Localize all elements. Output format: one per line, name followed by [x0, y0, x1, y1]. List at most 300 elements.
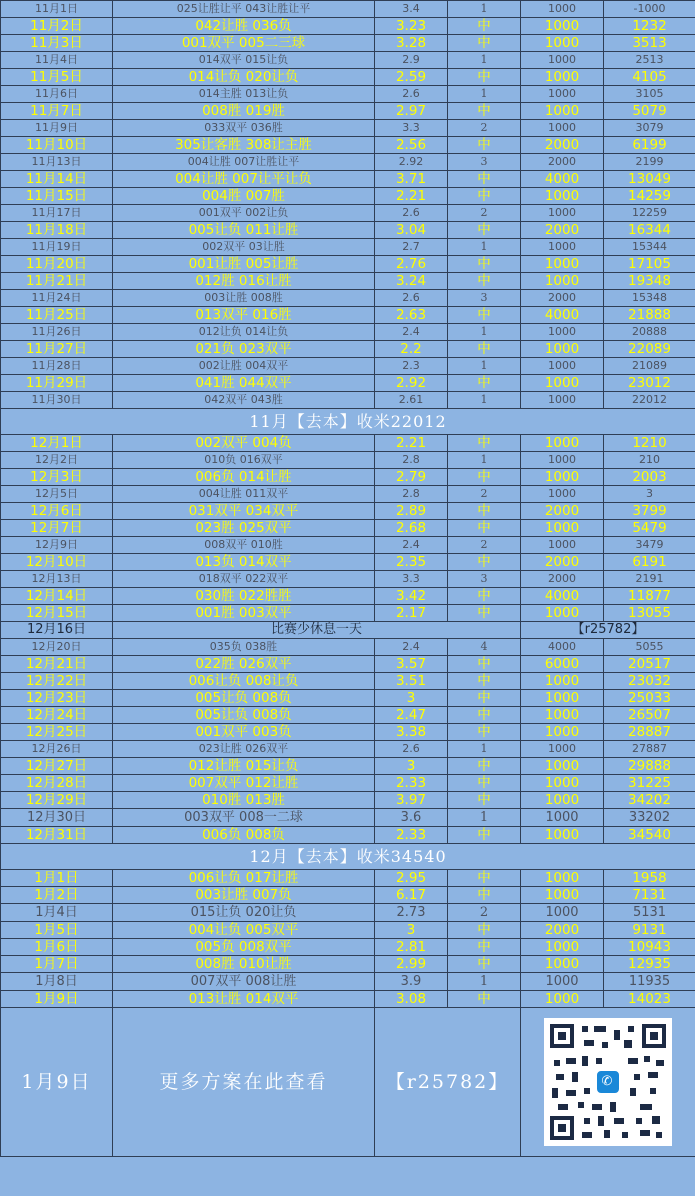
odds-cell: 3.04 — [375, 222, 448, 239]
total-cell: 210 — [604, 452, 695, 469]
date-cell: 1月7日 — [1, 956, 113, 973]
date-cell: 11月27日 — [1, 341, 113, 358]
date-cell: 12月22日 — [1, 673, 113, 690]
result-cell: 中 — [448, 69, 521, 86]
result-cell: 3 — [448, 290, 521, 307]
plan-cell: 013双平 016胜 — [113, 307, 375, 324]
date-cell: 11月2日 — [1, 18, 113, 35]
result-cell: 2 — [448, 537, 521, 554]
date-cell: 1月5日 — [1, 922, 113, 939]
result-cell: 中 — [448, 792, 521, 809]
odds-cell: 2.33 — [375, 827, 448, 844]
december-rows-early — [1, 435, 695, 622]
result-cell: 中 — [448, 991, 521, 1008]
total-cell: 1210 — [604, 435, 695, 452]
table-row — [1, 792, 695, 809]
stake-cell: 1000 — [521, 939, 604, 956]
stake-cell: 1000 — [521, 486, 604, 503]
table-row — [1, 758, 695, 775]
plan-cell: 001胜 003双平 — [113, 605, 375, 622]
table-row — [1, 222, 695, 239]
plan-cell: 013负 014双平 — [113, 554, 375, 571]
date-cell: 12月29日 — [1, 792, 113, 809]
result-cell: 中 — [448, 724, 521, 741]
plan-cell: 005让负 008负 — [113, 690, 375, 707]
result-cell: 中 — [448, 520, 521, 537]
table-row — [1, 673, 695, 690]
date-cell: 12月3日 — [1, 469, 113, 486]
table-row — [1, 103, 695, 120]
table-row — [1, 205, 695, 222]
plan-cell: 001双平 003负 — [113, 724, 375, 741]
result-cell: 中 — [448, 922, 521, 939]
table-row — [1, 809, 695, 827]
plan-cell: 006负 014让胜 — [113, 469, 375, 486]
odds-cell: 2.8 — [375, 486, 448, 503]
odds-cell: 2.59 — [375, 69, 448, 86]
table-row — [1, 973, 695, 991]
odds-cell: 2.89 — [375, 503, 448, 520]
date-cell: 12月1日 — [1, 435, 113, 452]
table-row — [1, 870, 695, 887]
plan-cell: 012让胜 015让负 — [113, 758, 375, 775]
table-row — [1, 154, 695, 171]
total-cell: 5131 — [604, 904, 695, 922]
stake-cell: 1000 — [521, 469, 604, 486]
result-cell: 中 — [448, 707, 521, 724]
total-cell: 33202 — [604, 809, 695, 827]
date-cell: 12月13日 — [1, 571, 113, 588]
total-cell: 26507 — [604, 707, 695, 724]
stake-cell: 4000 — [521, 307, 604, 324]
result-cell: 2 — [448, 120, 521, 137]
date-cell: 1月8日 — [1, 973, 113, 991]
qr-finder-top-right — [642, 1024, 666, 1048]
odds-cell: 2.17 — [375, 605, 448, 622]
plan-cell: 003让胜 008胜 — [113, 290, 375, 307]
result-cell: 1 — [448, 86, 521, 103]
plan-cell: 007双平 012让胜 — [113, 775, 375, 792]
plan-cell: 035负 038胜 — [113, 639, 375, 656]
odds-cell: 2.21 — [375, 435, 448, 452]
result-cell: 中 — [448, 870, 521, 887]
plan-cell: 008胜 010让胜 — [113, 956, 375, 973]
footer-code: 【r25782】 — [375, 1008, 521, 1157]
stake-cell: 1000 — [521, 435, 604, 452]
total-cell: 7131 — [604, 887, 695, 904]
odds-cell: 2.2 — [375, 341, 448, 358]
plan-cell: 004让负 005双平 — [113, 922, 375, 939]
total-cell: 3799 — [604, 503, 695, 520]
total-cell: 34202 — [604, 792, 695, 809]
total-cell: 25033 — [604, 690, 695, 707]
table-row — [1, 358, 695, 375]
odds-cell: 2.33 — [375, 775, 448, 792]
result-cell: 1 — [448, 358, 521, 375]
odds-cell: 2.47 — [375, 707, 448, 724]
plan-cell: 014让负 020让负 — [113, 69, 375, 86]
plan-cell: 003让胜 007负 — [113, 887, 375, 904]
table-row — [1, 435, 695, 452]
total-cell: 15344 — [604, 239, 695, 256]
total-cell: 11935 — [604, 973, 695, 991]
odds-cell: 2.35 — [375, 554, 448, 571]
plan-cell: 033双平 036胜 — [113, 120, 375, 137]
odds-cell: 3.9 — [375, 973, 448, 991]
table-row — [1, 239, 695, 256]
plan-cell: 042双平 043胜 — [113, 392, 375, 409]
total-cell: 10943 — [604, 939, 695, 956]
plan-cell: 002双平 004负 — [113, 435, 375, 452]
result-cell: 2 — [448, 205, 521, 222]
stake-cell: 1000 — [521, 35, 604, 52]
stake-cell: 2000 — [521, 571, 604, 588]
odds-cell: 6.17 — [375, 887, 448, 904]
qr-finder-top-left — [550, 1024, 574, 1048]
odds-cell: 3.23 — [375, 18, 448, 35]
total-cell: 16344 — [604, 222, 695, 239]
plan-cell: 012胜 016让胜 — [113, 273, 375, 290]
odds-cell: 2.76 — [375, 256, 448, 273]
stake-cell: 1000 — [521, 741, 604, 758]
odds-cell: 3.97 — [375, 792, 448, 809]
result-cell: 中 — [448, 939, 521, 956]
result-cell: 3 — [448, 571, 521, 588]
total-cell: 2199 — [604, 154, 695, 171]
odds-cell: 3.24 — [375, 273, 448, 290]
result-cell: 中 — [448, 188, 521, 205]
total-cell: 22012 — [604, 392, 695, 409]
stake-cell: 1000 — [521, 758, 604, 775]
odds-cell: 2.79 — [375, 469, 448, 486]
table-row — [1, 52, 695, 69]
table-row — [1, 120, 695, 137]
result-cell: 1 — [448, 973, 521, 991]
plan-cell: 030胜 022胜胜 — [113, 588, 375, 605]
odds-cell: 2.4 — [375, 639, 448, 656]
total-cell: 19348 — [604, 273, 695, 290]
odds-cell: 3.71 — [375, 171, 448, 188]
odds-cell: 2.73 — [375, 904, 448, 922]
result-cell: 中 — [448, 18, 521, 35]
stake-cell: 1000 — [521, 991, 604, 1008]
footer-row — [1, 1008, 695, 1157]
result-cell: 中 — [448, 827, 521, 844]
november-rows — [1, 1, 695, 409]
date-cell: 12月10日 — [1, 554, 113, 571]
date-cell: 11月17日 — [1, 205, 113, 222]
table-row — [1, 307, 695, 324]
table-row — [1, 775, 695, 792]
footer-date: 1月9日 — [1, 1008, 113, 1157]
january-rows — [1, 870, 695, 1008]
table-row — [1, 486, 695, 503]
table-row — [1, 724, 695, 741]
wechat-icon: ✆ — [595, 1069, 621, 1095]
date-cell: 12月23日 — [1, 690, 113, 707]
stake-cell: 6000 — [521, 656, 604, 673]
odds-cell: 2.6 — [375, 205, 448, 222]
table-row — [1, 707, 695, 724]
total-cell: 9131 — [604, 922, 695, 939]
table-row — [1, 375, 695, 392]
date-cell: 1月4日 — [1, 904, 113, 922]
rest-note: 比赛少休息一天 — [113, 622, 521, 639]
date-cell: 11月29日 — [1, 375, 113, 392]
total-cell: 3479 — [604, 537, 695, 554]
table-row — [1, 503, 695, 520]
date-cell: 11月7日 — [1, 103, 113, 120]
odds-cell: 2.68 — [375, 520, 448, 537]
total-cell: 2191 — [604, 571, 695, 588]
odds-cell: 3.6 — [375, 809, 448, 827]
result-cell: 中 — [448, 554, 521, 571]
stake-cell: 1000 — [521, 52, 604, 69]
table-row — [1, 273, 695, 290]
december-summary: 12月【去本】收米34540 — [1, 844, 695, 870]
total-cell: 6199 — [604, 137, 695, 154]
table-row — [1, 256, 695, 273]
summary-row — [1, 844, 695, 870]
plan-cell: 023胜 025双平 — [113, 520, 375, 537]
rest-day-row — [1, 622, 695, 639]
date-cell: 1月1日 — [1, 870, 113, 887]
plan-cell: 042让胜 036负 — [113, 18, 375, 35]
plan-cell: 021负 023双平 — [113, 341, 375, 358]
plan-cell: 004让胜 007让胜让平 — [113, 154, 375, 171]
total-cell: 3 — [604, 486, 695, 503]
date-cell: 11月9日 — [1, 120, 113, 137]
plan-cell: 005让负 011让胜 — [113, 222, 375, 239]
odds-cell: 2.6 — [375, 86, 448, 103]
summary-row — [1, 409, 695, 435]
table-row — [1, 452, 695, 469]
odds-cell: 3.38 — [375, 724, 448, 741]
date-cell: 12月7日 — [1, 520, 113, 537]
date-cell: 11月21日 — [1, 273, 113, 290]
date-cell: 12月31日 — [1, 827, 113, 844]
date-cell: 11月19日 — [1, 239, 113, 256]
total-cell: 6191 — [604, 554, 695, 571]
odds-cell: 2.7 — [375, 239, 448, 256]
total-cell: 27887 — [604, 741, 695, 758]
stake-cell: 2000 — [521, 503, 604, 520]
result-cell: 中 — [448, 605, 521, 622]
result-cell: 中 — [448, 503, 521, 520]
stake-cell: 2000 — [521, 554, 604, 571]
stake-cell: 1000 — [521, 324, 604, 341]
total-cell: 3513 — [604, 35, 695, 52]
stake-cell: 2000 — [521, 137, 604, 154]
stake-cell: 2000 — [521, 154, 604, 171]
date-cell: 11月4日 — [1, 52, 113, 69]
table-row — [1, 188, 695, 205]
stake-cell: 1000 — [521, 392, 604, 409]
total-cell: 15348 — [604, 290, 695, 307]
result-cell: 1 — [448, 52, 521, 69]
total-cell: 2513 — [604, 52, 695, 69]
plan-cell: 018双平 022双平 — [113, 571, 375, 588]
november-summary: 11月【去本】收米22012 — [1, 409, 695, 435]
result-cell: 中 — [448, 775, 521, 792]
total-cell: 28887 — [604, 724, 695, 741]
date-cell: 11月1日 — [1, 1, 113, 18]
date-cell: 11月26日 — [1, 324, 113, 341]
plan-cell: 008胜 019胜 — [113, 103, 375, 120]
stake-cell: 2000 — [521, 290, 604, 307]
stake-cell: 1000 — [521, 205, 604, 222]
stake-cell: 1000 — [521, 86, 604, 103]
table-row — [1, 290, 695, 307]
odds-cell: 3.3 — [375, 120, 448, 137]
total-cell: 4105 — [604, 69, 695, 86]
stake-cell: 1000 — [521, 273, 604, 290]
stake-cell: 1000 — [521, 188, 604, 205]
odds-cell: 2.9 — [375, 52, 448, 69]
total-cell: 23012 — [604, 375, 695, 392]
total-cell: 12259 — [604, 205, 695, 222]
plan-cell: 004让胜 007让平让负 — [113, 171, 375, 188]
plan-cell: 010胜 013胜 — [113, 792, 375, 809]
date-cell: 12月25日 — [1, 724, 113, 741]
odds-cell: 2.8 — [375, 452, 448, 469]
odds-cell: 2.3 — [375, 358, 448, 375]
december-rows-late — [1, 639, 695, 844]
odds-cell: 3.42 — [375, 588, 448, 605]
plan-cell: 006让负 017让胜 — [113, 870, 375, 887]
odds-cell: 2.6 — [375, 290, 448, 307]
table-row — [1, 1, 695, 18]
table-row — [1, 18, 695, 35]
odds-cell: 3.08 — [375, 991, 448, 1008]
plan-cell: 013让胜 014双平 — [113, 991, 375, 1008]
table-row — [1, 171, 695, 188]
table-row — [1, 991, 695, 1008]
table-row — [1, 137, 695, 154]
qr-cell — [521, 1008, 695, 1157]
odds-cell: 2.63 — [375, 307, 448, 324]
odds-cell: 2.56 — [375, 137, 448, 154]
result-cell: 中 — [448, 341, 521, 358]
stake-cell: 1000 — [521, 375, 604, 392]
table-row — [1, 469, 695, 486]
total-cell: 1958 — [604, 870, 695, 887]
date-cell: 1月9日 — [1, 991, 113, 1008]
stake-cell: 1000 — [521, 673, 604, 690]
stake-cell: 1000 — [521, 870, 604, 887]
total-cell: 11877 — [604, 588, 695, 605]
plan-cell: 004胜 007胜 — [113, 188, 375, 205]
total-cell: 14259 — [604, 188, 695, 205]
table-row — [1, 741, 695, 758]
odds-cell: 2.61 — [375, 392, 448, 409]
plan-cell: 002双平 03让胜 — [113, 239, 375, 256]
stake-cell: 1000 — [521, 904, 604, 922]
date-cell: 11月20日 — [1, 256, 113, 273]
stake-cell: 1000 — [521, 537, 604, 554]
date-cell: 11月30日 — [1, 392, 113, 409]
stake-cell: 1000 — [521, 452, 604, 469]
result-cell: 中 — [448, 690, 521, 707]
total-cell: 5079 — [604, 103, 695, 120]
result-cell: 中 — [448, 758, 521, 775]
stake-cell: 1000 — [521, 792, 604, 809]
result-cell: 中 — [448, 375, 521, 392]
table-row — [1, 887, 695, 904]
stake-cell: 1000 — [521, 809, 604, 827]
total-cell: 31225 — [604, 775, 695, 792]
qr-code[interactable] — [544, 1018, 672, 1146]
date-cell: 11月28日 — [1, 358, 113, 375]
stake-cell: 2000 — [521, 222, 604, 239]
total-cell: 2003 — [604, 469, 695, 486]
table-row — [1, 605, 695, 622]
date-cell: 11月13日 — [1, 154, 113, 171]
odds-cell: 3.3 — [375, 571, 448, 588]
plan-cell: 031双平 034双平 — [113, 503, 375, 520]
date-cell: 11月10日 — [1, 137, 113, 154]
rest-date: 12月16日 — [1, 622, 113, 639]
date-cell: 12月9日 — [1, 537, 113, 554]
date-cell: 12月27日 — [1, 758, 113, 775]
result-cell: 中 — [448, 956, 521, 973]
plan-cell: 008双平 010胜 — [113, 537, 375, 554]
date-cell: 12月20日 — [1, 639, 113, 656]
result-cell: 1 — [448, 239, 521, 256]
odds-cell: 2.97 — [375, 103, 448, 120]
footer-text: 更多方案在此查看 — [113, 1008, 375, 1157]
odds-cell: 2.99 — [375, 956, 448, 973]
plan-cell: 025让胜让平 043让胜让平 — [113, 1, 375, 18]
stake-cell: 1000 — [521, 887, 604, 904]
result-cell: 1 — [448, 741, 521, 758]
stake-cell: 1000 — [521, 120, 604, 137]
result-cell: 1 — [448, 324, 521, 341]
plan-cell: 022胜 026双平 — [113, 656, 375, 673]
stake-cell: 1000 — [521, 1, 604, 18]
plan-cell: 014双平 015让负 — [113, 52, 375, 69]
total-cell: 22089 — [604, 341, 695, 358]
odds-cell: 3.57 — [375, 656, 448, 673]
plan-cell: 001让胜 005让胜 — [113, 256, 375, 273]
table-row — [1, 827, 695, 844]
odds-cell: 3.28 — [375, 35, 448, 52]
total-cell: 3079 — [604, 120, 695, 137]
plan-cell: 001双平 005二三球 — [113, 35, 375, 52]
result-cell: 中 — [448, 307, 521, 324]
result-cell: 2 — [448, 486, 521, 503]
table-row — [1, 324, 695, 341]
odds-cell: 3.4 — [375, 1, 448, 18]
date-cell: 12月5日 — [1, 486, 113, 503]
stake-cell: 1000 — [521, 605, 604, 622]
odds-cell: 2.4 — [375, 537, 448, 554]
stake-cell: 1000 — [521, 827, 604, 844]
plan-cell: 003双平 008一二球 — [113, 809, 375, 827]
result-cell: 中 — [448, 435, 521, 452]
plan-cell: 023让胜 026双平 — [113, 741, 375, 758]
plan-cell: 007双平 008让胜 — [113, 973, 375, 991]
table-row — [1, 956, 695, 973]
stake-cell: 1000 — [521, 775, 604, 792]
stake-cell: 1000 — [521, 239, 604, 256]
total-cell: 1232 — [604, 18, 695, 35]
date-cell: 11月5日 — [1, 69, 113, 86]
result-cell: 中 — [448, 588, 521, 605]
result-cell: 1 — [448, 392, 521, 409]
odds-cell: 3 — [375, 922, 448, 939]
odds-cell: 2.81 — [375, 939, 448, 956]
